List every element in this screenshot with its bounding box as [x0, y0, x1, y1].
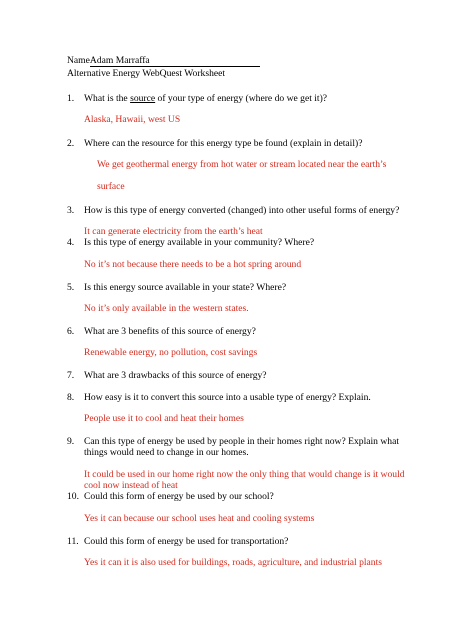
- answer-text: People use it to cool and heat their homes: [84, 413, 244, 424]
- question-text: How is this type of energy converted (changed) into other useful forms of energy?: [84, 205, 400, 216]
- question-number: 6.: [67, 326, 75, 337]
- question-text: What are 3 drawbacks of this source of energy?: [84, 370, 267, 381]
- question-number: 2.: [67, 138, 75, 149]
- answer-text: Renewable energy, no pollution, cost savings: [84, 347, 258, 358]
- question-number: 7.: [67, 370, 75, 381]
- answer-text: No it’s only available in the western states.: [84, 303, 249, 314]
- question-text: What are 3 benefits of this source of energy?: [84, 326, 256, 337]
- question-number: 9.: [67, 436, 75, 447]
- question-number: 8.: [67, 392, 75, 403]
- answer-text: cool now instead of heat: [84, 480, 178, 491]
- question-number: 1.: [67, 93, 75, 104]
- name-label: Name: [67, 55, 90, 66]
- question-text: How easy is it to convert this source into a usable type of energy? Explain.: [84, 392, 371, 403]
- question-text: Is this energy source available in your state? Where?: [84, 282, 287, 293]
- answer-text: Alaska, Hawaii, west US: [84, 114, 181, 125]
- question-number: 4.: [67, 237, 75, 248]
- answer-text: It can generate electricity from the earth’s heat: [84, 226, 263, 237]
- name-line: [67, 55, 260, 67]
- question-number: 11.: [67, 536, 79, 547]
- question-number: 3.: [67, 205, 75, 216]
- answer-text: Yes it can it is also used for buildings, roads, agriculture, and industrial plants: [84, 557, 382, 568]
- question-text: Is this type of energy available in your community? Where?: [84, 237, 315, 248]
- answer-text: It could be used in our home right now the only thing that would change is it would: [84, 469, 405, 480]
- question-text: things would need to change in our homes.: [84, 447, 249, 458]
- question-text-part: What is the: [84, 93, 131, 104]
- question-text: [84, 93, 327, 105]
- answer-text: We get geothermal energy from hot water or stream located near the earth’s: [97, 159, 387, 170]
- question-text: Where can the resource for this energy type be found (explain in detail)?: [84, 138, 363, 149]
- question-text: Can this type of energy be used by people in their homes right now? Explain what: [84, 436, 400, 447]
- worksheet-title: Alternative Energy WebQuest Worksheet: [67, 68, 226, 79]
- name-value: Adam Marraffa: [90, 55, 260, 67]
- question-text-part: of your type of energy (where do we get it)?: [155, 93, 328, 104]
- question-text: Could this form of energy be used by our school?: [84, 491, 274, 502]
- question-number: 10.: [67, 491, 79, 502]
- answer-text: No it’s not because there needs to be a hot spring around: [84, 259, 302, 270]
- question-text-underlined: source: [130, 93, 156, 104]
- answer-text: surface: [97, 181, 125, 192]
- question-text: Could this form of energy be used for transportation?: [84, 536, 289, 547]
- question-number: 5.: [67, 282, 75, 293]
- answer-text: Yes it can because our school uses heat and cooling systems: [84, 513, 315, 524]
